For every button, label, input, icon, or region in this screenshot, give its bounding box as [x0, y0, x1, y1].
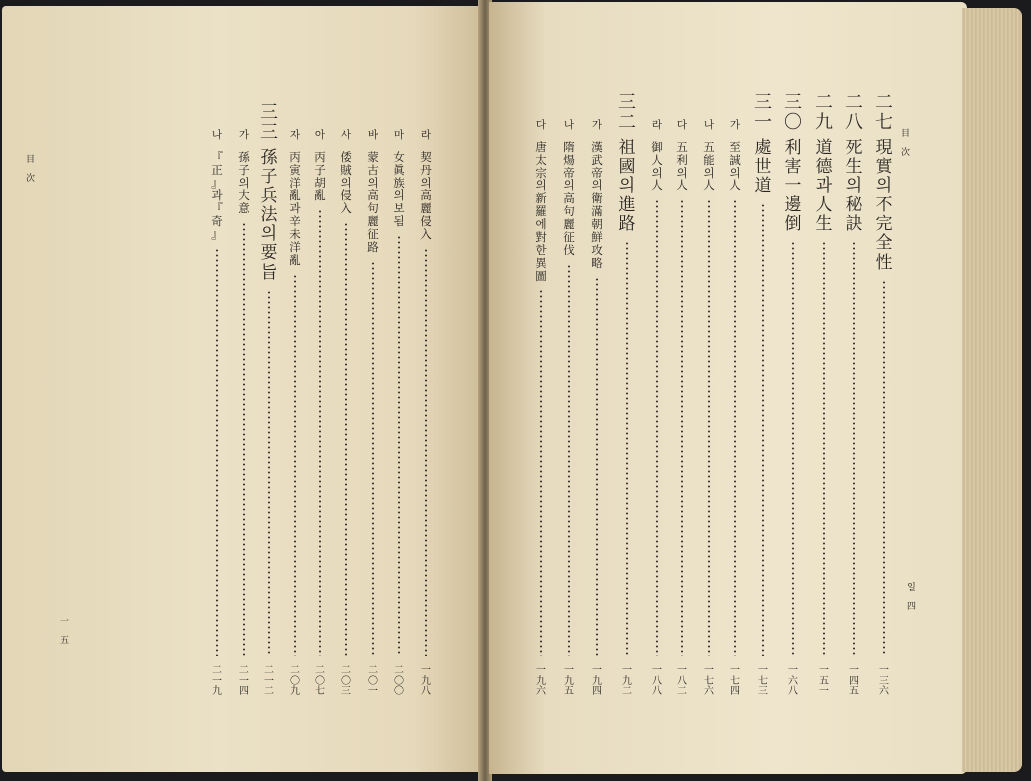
right-entry — [557, 120, 581, 258]
entry-title: 孫 子 의 大 意 — [238, 149, 250, 216]
entry-number: 라 — [651, 119, 663, 131]
left-entry — [334, 130, 358, 216]
right-entry — [529, 120, 553, 283]
right-entry — [645, 120, 669, 193]
entry-page-number: 一 四 五 — [849, 665, 859, 697]
right-running-header: 目 次 — [901, 129, 911, 158]
dot-leader — [294, 274, 296, 656]
entry-title: 蒙 古 의 高 句 麗 征 路 — [367, 149, 379, 254]
dot-leader — [734, 199, 736, 656]
left-entry — [257, 104, 281, 284]
right-entry — [842, 94, 866, 235]
entry-page-number: 二 一 二 — [264, 665, 274, 697]
left-entry — [361, 130, 385, 255]
dot-leader — [853, 241, 855, 656]
dot-leader — [626, 241, 628, 656]
entry-number: 나 — [703, 119, 715, 131]
entry-number: 三 一 — [754, 92, 772, 134]
right-page — [489, 2, 967, 774]
dot-leader — [540, 289, 542, 656]
entry-title: 御 人 의 人 — [651, 139, 663, 193]
entry-number: 三 〇 — [784, 92, 802, 134]
entry-page-number: 二 〇 〇 — [394, 665, 404, 697]
right-entry — [812, 94, 836, 235]
entry-title: 祖 國 의 進 路 — [618, 138, 636, 235]
entry-number: 三 三 — [260, 102, 278, 144]
entry-page-number: 一 九 八 — [421, 665, 431, 697]
dot-leader — [425, 248, 427, 656]
entry-title: 倭 賊 의 侵 入 — [340, 149, 352, 216]
entry-page-number: 二 一 四 — [239, 665, 249, 697]
entry-page-number: 一 五 一 — [819, 665, 829, 697]
entry-page-number: 一 八 二 — [677, 665, 687, 697]
entry-title: 利 害 一 邊 倒 — [784, 138, 802, 235]
dot-leader — [345, 222, 347, 656]
entry-page-number: 一 七 四 — [730, 665, 740, 697]
entry-number: 다 — [676, 119, 688, 131]
entry-page-number: 一 七 三 — [758, 665, 768, 697]
entry-title: 漢 武 帝 의 衛 滿 朝 鮮 攻 略 — [591, 139, 603, 270]
entry-page-number: 一 九 四 — [592, 665, 602, 697]
entry-number: 二 七 — [875, 92, 893, 134]
entry-title: 五 利 의 人 — [676, 139, 688, 193]
entry-title: 丙 子 胡 亂 — [314, 149, 326, 203]
left-entry — [414, 130, 438, 242]
left-page — [2, 6, 486, 772]
dot-leader — [319, 209, 321, 656]
entry-number: 사 — [340, 129, 352, 141]
entry-title: 死 生 의 秘 訣 — [845, 138, 863, 235]
entry-number: 라 — [420, 129, 432, 141]
entry-page-number: 一 八 八 — [652, 665, 662, 697]
entry-title: 『 正 』 과 『 奇 』 — [211, 149, 223, 241]
entry-title: 丙 寅 洋 亂 과 辛 未 洋 亂 — [289, 149, 301, 267]
entry-number: 가 — [729, 119, 741, 131]
entry-number: 二 八 — [845, 92, 863, 134]
entry-number: 다 — [535, 119, 547, 131]
entry-title: 五 能 의 人 — [703, 139, 715, 193]
left-entry — [387, 130, 411, 229]
right-entry — [615, 94, 639, 235]
dot-leader — [596, 277, 598, 657]
right-entry — [697, 120, 721, 193]
entry-number: 바 — [367, 129, 379, 141]
entry-title: 女 眞 族 의 보 됨 — [393, 149, 405, 229]
dot-leader — [762, 203, 764, 656]
right-entry — [670, 120, 694, 193]
page-edges — [962, 8, 1022, 772]
right-entry — [585, 120, 609, 271]
left-entry — [232, 130, 256, 216]
entry-number: 가 — [238, 129, 250, 141]
dot-leader — [216, 248, 218, 656]
dot-leader — [568, 264, 570, 656]
entry-page-number: 二 〇 一 — [368, 665, 378, 697]
entry-page-number: 一 六 八 — [788, 665, 798, 697]
right-entry — [723, 120, 747, 193]
entry-page-number: 一 七 六 — [704, 665, 714, 697]
entry-page-number: 一 九 五 — [564, 665, 574, 697]
entry-title: 孫 子 兵 法 의 要 旨 — [260, 148, 278, 283]
entry-number: 二 九 — [815, 92, 833, 134]
entry-page-number: 二 一 九 — [212, 665, 222, 697]
right-entry — [872, 94, 896, 274]
right-entry — [751, 94, 775, 197]
left-folio: 一 五 — [60, 617, 70, 646]
left-entry — [205, 130, 229, 242]
left-entry — [283, 130, 307, 268]
left-running-header: 目 次 — [26, 155, 36, 184]
dot-leader — [243, 222, 245, 656]
dot-leader — [656, 199, 658, 656]
dot-leader — [268, 290, 270, 656]
dot-leader — [372, 261, 374, 656]
right-folio: 일 四 — [907, 583, 917, 612]
dot-leader — [708, 199, 710, 656]
entry-number: 나 — [211, 129, 223, 141]
dot-leader — [398, 235, 400, 656]
dot-leader — [883, 280, 885, 656]
entry-page-number: 二 〇 三 — [341, 665, 351, 697]
entry-number: 아 — [314, 129, 326, 141]
entry-number: 三 二 — [618, 92, 636, 134]
entry-title: 唐 太 宗 의 新 羅 에 對 한 異 圖 — [535, 139, 547, 283]
entry-number: 나 — [563, 119, 575, 131]
dot-leader — [681, 199, 683, 656]
entry-number: 마 — [393, 129, 405, 141]
entry-page-number: 一 九 六 — [536, 665, 546, 697]
right-entry — [781, 94, 805, 235]
entry-page-number: 一 九 二 — [622, 665, 632, 697]
entry-title: 道 德 과 人 生 — [815, 138, 833, 235]
entry-title: 現 實 의 不 完 全 性 — [875, 138, 893, 273]
entry-page-number: 一 三 六 — [879, 665, 889, 697]
entry-title: 隋 煬 帝 의 高 句 麗 征 伐 — [563, 139, 575, 257]
entry-title: 處 世 道 — [754, 138, 772, 197]
entry-number: 가 — [591, 119, 603, 131]
entry-page-number: 二 〇 九 — [290, 665, 300, 697]
entry-title: 契 丹 의 高 麗 侵 入 — [420, 149, 432, 241]
dot-leader — [823, 241, 825, 656]
left-entry — [308, 130, 332, 203]
entry-page-number: 二 〇 七 — [315, 665, 325, 697]
entry-number: 자 — [289, 129, 301, 141]
dot-leader — [792, 241, 794, 656]
entry-title: 至 誠 의 人 — [729, 139, 741, 193]
